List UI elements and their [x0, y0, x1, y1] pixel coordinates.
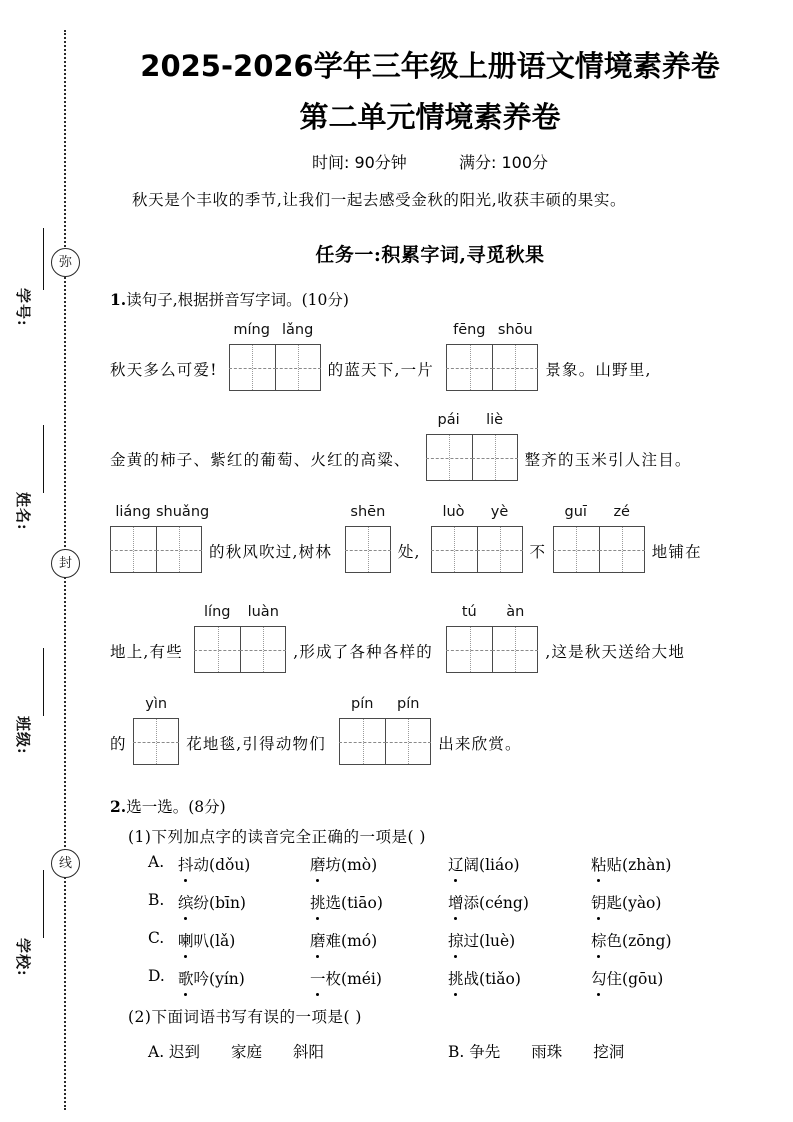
question-1-stem [110, 288, 349, 310]
tianzige-answer-box[interactable] [446, 626, 538, 673]
fill-row [100, 600, 793, 674]
fill-row [100, 318, 793, 392]
question-1-text: 读句子,根据拼音写字词。(10分) [126, 291, 349, 309]
fill-row-text: 地上,有些 [110, 643, 183, 661]
tianzige-cell[interactable] [240, 627, 285, 672]
dotted-character: 一 [310, 967, 326, 989]
mc-option-letter: B. [148, 891, 165, 909]
mc-option-word [310, 967, 382, 989]
mc-option-letter: A. [148, 853, 165, 871]
pinyin-syllable: liáng [115, 504, 151, 520]
pinyin-syllable: shēn [350, 504, 386, 520]
fill-row-text: 花地毯,引得动物们 [186, 735, 326, 753]
mc-option-word-rest: 阔(liáo) [463, 856, 520, 874]
mc-option-word-rest: 纷(bīn) [193, 894, 246, 912]
school-label: 学校: [14, 938, 32, 977]
mc-option-word-rest: 过(luè) [463, 932, 516, 950]
mc-option-word [178, 891, 246, 913]
mc-option-word-rest: 色(zōng) [606, 932, 672, 950]
mc-option-word [178, 929, 235, 951]
mc-option-word-rest: 贴(zhàn) [606, 856, 672, 874]
tianzige-answer-box[interactable] [194, 626, 286, 673]
mc-option-word [448, 967, 521, 989]
fill-row-text: 的蓝天下,一片 [327, 361, 434, 379]
mc-option-word [591, 891, 661, 913]
mc-option-word-rest: 难(mó) [325, 932, 378, 950]
tianzige-answer-box[interactable] [431, 526, 523, 573]
pinyin-syllable: fēng [453, 322, 486, 338]
dotted-character: 掠 [448, 929, 464, 951]
dotted-character: 磨 [310, 853, 326, 875]
pinyin-hint [345, 504, 391, 524]
pinyin-syllable: pái [437, 412, 460, 428]
fill-row [100, 500, 793, 574]
tianzige-cell[interactable] [554, 527, 599, 572]
pinyin-syllable: àn [506, 604, 525, 620]
pinyin-syllable: guī [564, 504, 587, 520]
dotted-character: 钥 [591, 891, 607, 913]
mc-option-word [448, 853, 520, 875]
exam-meta [100, 150, 760, 173]
name-label: 姓名: [14, 492, 32, 531]
question-2-2-stem: (2)下面词语书写有误的一项是( ) [128, 1008, 362, 1026]
pinyin-hint [229, 322, 321, 342]
mc-option-word [448, 929, 515, 951]
mc-option-word-rest: 住(gōu) [606, 970, 664, 988]
seal-sidebar [0, 0, 100, 1122]
tianzige-cell[interactable] [447, 627, 492, 672]
student-id-label: 学号: [14, 288, 32, 327]
tianzige-cell[interactable] [346, 527, 390, 572]
pinyin-syllable: lǎng [282, 322, 314, 338]
dotted-character: 棕 [591, 929, 607, 951]
pinyin-hint [446, 322, 538, 342]
tianzige-cell[interactable] [111, 527, 156, 572]
exam-time-label: 时间: 90分钟 [311, 153, 407, 172]
tianzige-cell[interactable] [156, 527, 201, 572]
fill-row-text: 不 [529, 543, 547, 561]
tianzige-cell[interactable] [427, 435, 472, 480]
mc-option-word [178, 853, 250, 875]
pinyin-syllable: líng [204, 604, 231, 620]
fill-row-text: 景象。山野里, [545, 361, 652, 379]
mc-option-word-rest: 添(céng) [463, 894, 529, 912]
fill-row [100, 408, 793, 482]
mc-option-row[interactable] [148, 967, 793, 1005]
mc-option-word-rest: 枚(méi) [325, 970, 382, 988]
mc-option-row[interactable] [148, 853, 793, 891]
tianzige-answer-box[interactable] [339, 718, 431, 765]
dotted-character: 粘 [591, 853, 607, 875]
pinyin-syllable: yìn [145, 696, 168, 712]
exam-paper-body [100, 0, 793, 1122]
tianzige-answer-box[interactable] [133, 718, 179, 765]
mc-option-word-rest: 叭(lǎ) [193, 932, 236, 950]
option-b-2-2[interactable]: B. 争先 雨珠 挖洞 [448, 1043, 625, 1061]
mc-option-word-rest: 吟(yín) [193, 970, 245, 988]
mc-option-word [591, 929, 672, 951]
fill-row-text: ,形成了各种各样的 [293, 643, 433, 661]
dotted-character: 缤 [178, 891, 194, 913]
mc-option-word-rest: 选(tiāo) [325, 894, 383, 912]
mc-option-word [310, 891, 383, 913]
mc-option-word [591, 967, 663, 989]
dotted-character: 增 [448, 891, 464, 913]
tianzige-cell[interactable] [134, 719, 178, 764]
seal-char-xian: 线 [51, 849, 80, 878]
tianzige-answer-box[interactable] [426, 434, 518, 481]
pinyin-syllable: pín [351, 696, 374, 712]
pinyin-hint [110, 504, 210, 524]
pinyin-syllable: luàn [247, 604, 279, 620]
dotted-character: 喇 [178, 929, 194, 951]
fill-row-text: 金黄的柿子、紫红的葡萄、火红的高粱、 [110, 451, 411, 469]
dotted-character: 挑 [448, 967, 464, 989]
pinyin-syllable: liè [486, 412, 504, 428]
dotted-character: 磨 [310, 929, 326, 951]
pinyin-syllable: yè [490, 504, 509, 520]
tianzige-answer-box[interactable] [345, 526, 391, 573]
mc-option-row[interactable] [148, 891, 793, 929]
option-a-2-2[interactable]: A. 迟到 家庭 斜阳 [148, 1043, 325, 1061]
question-2-2-options [148, 1040, 793, 1078]
mc-option-row[interactable] [148, 929, 793, 967]
lead-paragraph: 秋天是个丰收的季节,让我们一起去感受金秋的阳光,收获丰硕的果实。 [132, 191, 627, 209]
pinyin-hint [431, 504, 523, 524]
dotted-character: 勾 [591, 967, 607, 989]
tianzige-cell[interactable] [477, 527, 522, 572]
dotted-character: 挑 [310, 891, 326, 913]
mc-option-word [310, 929, 377, 951]
class-label: 班级: [14, 716, 32, 755]
mc-option-word-rest: 动(dǒu) [193, 856, 251, 874]
pinyin-syllable: zé [613, 504, 630, 520]
tianzige-answer-box[interactable] [553, 526, 645, 573]
seal-char-feng: 封 [51, 549, 80, 578]
pinyin-hint [194, 604, 286, 624]
mc-option-letter: D. [148, 967, 165, 985]
pinyin-hint [426, 412, 518, 432]
student-id-write-rule[interactable] [43, 228, 44, 290]
fill-row-text: 秋天多么可爱! [110, 361, 218, 379]
question-2-text: 选一选。(8分) [126, 798, 226, 816]
task-one-heading: 任务一:积累字词,寻觅秋果 [315, 244, 545, 266]
pinyin-syllable: luò [442, 504, 465, 520]
fill-row-text: 出来欣赏。 [438, 735, 522, 753]
tianzige-cell[interactable] [195, 627, 240, 672]
seal-char-mi: 弥 [51, 248, 80, 277]
tianzige-cell[interactable] [492, 345, 537, 390]
question-2-number: 2. [110, 797, 127, 816]
pinyin-syllable: shōu [497, 322, 533, 338]
mc-option-word-rest: 坊(mò) [325, 856, 378, 874]
pinyin-syllable: míng [233, 322, 270, 338]
class-write-rule[interactable] [43, 648, 44, 716]
mc-option-letter: C. [148, 929, 165, 947]
tianzige-cell[interactable] [432, 527, 477, 572]
tianzige-answer-box[interactable] [110, 526, 202, 573]
question-2-1-stem: (1)下列加点字的读音完全正确的一项是( ) [128, 828, 426, 846]
paper-title-line-2: 第二单元情境素养卷 [299, 100, 561, 134]
tianzige-cell[interactable] [385, 719, 430, 764]
tianzige-cell[interactable] [275, 345, 320, 390]
mc-option-word-rest: 战(tiǎo) [463, 970, 521, 988]
pinyin-syllable: pín [397, 696, 420, 712]
fill-row-text: 地铺在 [651, 543, 702, 561]
pinyin-hint [133, 696, 179, 716]
fill-row-text: 处, [397, 543, 421, 561]
tianzige-cell[interactable] [230, 345, 275, 390]
fill-row-text: ,这是秋天送给大地 [545, 643, 686, 661]
fill-row-text: 整齐的玉米引人注目。 [524, 451, 692, 469]
pinyin-hint [446, 604, 538, 624]
question-1-number: 1. [110, 290, 127, 309]
tianzige-cell[interactable] [599, 527, 644, 572]
dotted-character: 抖 [178, 853, 194, 875]
pinyin-hint [339, 696, 431, 716]
name-write-rule[interactable] [43, 425, 44, 493]
fill-row [100, 692, 793, 766]
mc-option-word [448, 891, 529, 913]
fill-row-text: 的秋风吹过,树林 [209, 543, 333, 561]
question-2-stem [110, 795, 226, 817]
tianzige-cell[interactable] [492, 627, 537, 672]
fill-row-text: 的 [110, 735, 127, 753]
exam-total-score-label: 满分: 100分 [459, 153, 549, 172]
dotted-character: 辽 [448, 853, 464, 875]
tianzige-cell[interactable] [340, 719, 385, 764]
mc-option-word [310, 853, 377, 875]
pinyin-hint [553, 504, 645, 524]
paper-title-line-1: 2025-2026学年三年级上册语文情境素养卷 [140, 49, 720, 83]
school-write-rule[interactable] [43, 870, 44, 938]
mc-option-word [178, 967, 245, 989]
dotted-character: 歌 [178, 967, 194, 989]
tianzige-cell[interactable] [472, 435, 517, 480]
tianzige-answer-box[interactable] [229, 344, 321, 391]
mc-option-word-rest: 匙(yào) [606, 894, 662, 912]
tianzige-answer-box[interactable] [446, 344, 538, 391]
mc-option-word [591, 853, 671, 875]
pinyin-syllable: tú [461, 604, 477, 620]
tianzige-cell[interactable] [447, 345, 492, 390]
pinyin-syllable: shuǎng [156, 504, 210, 520]
